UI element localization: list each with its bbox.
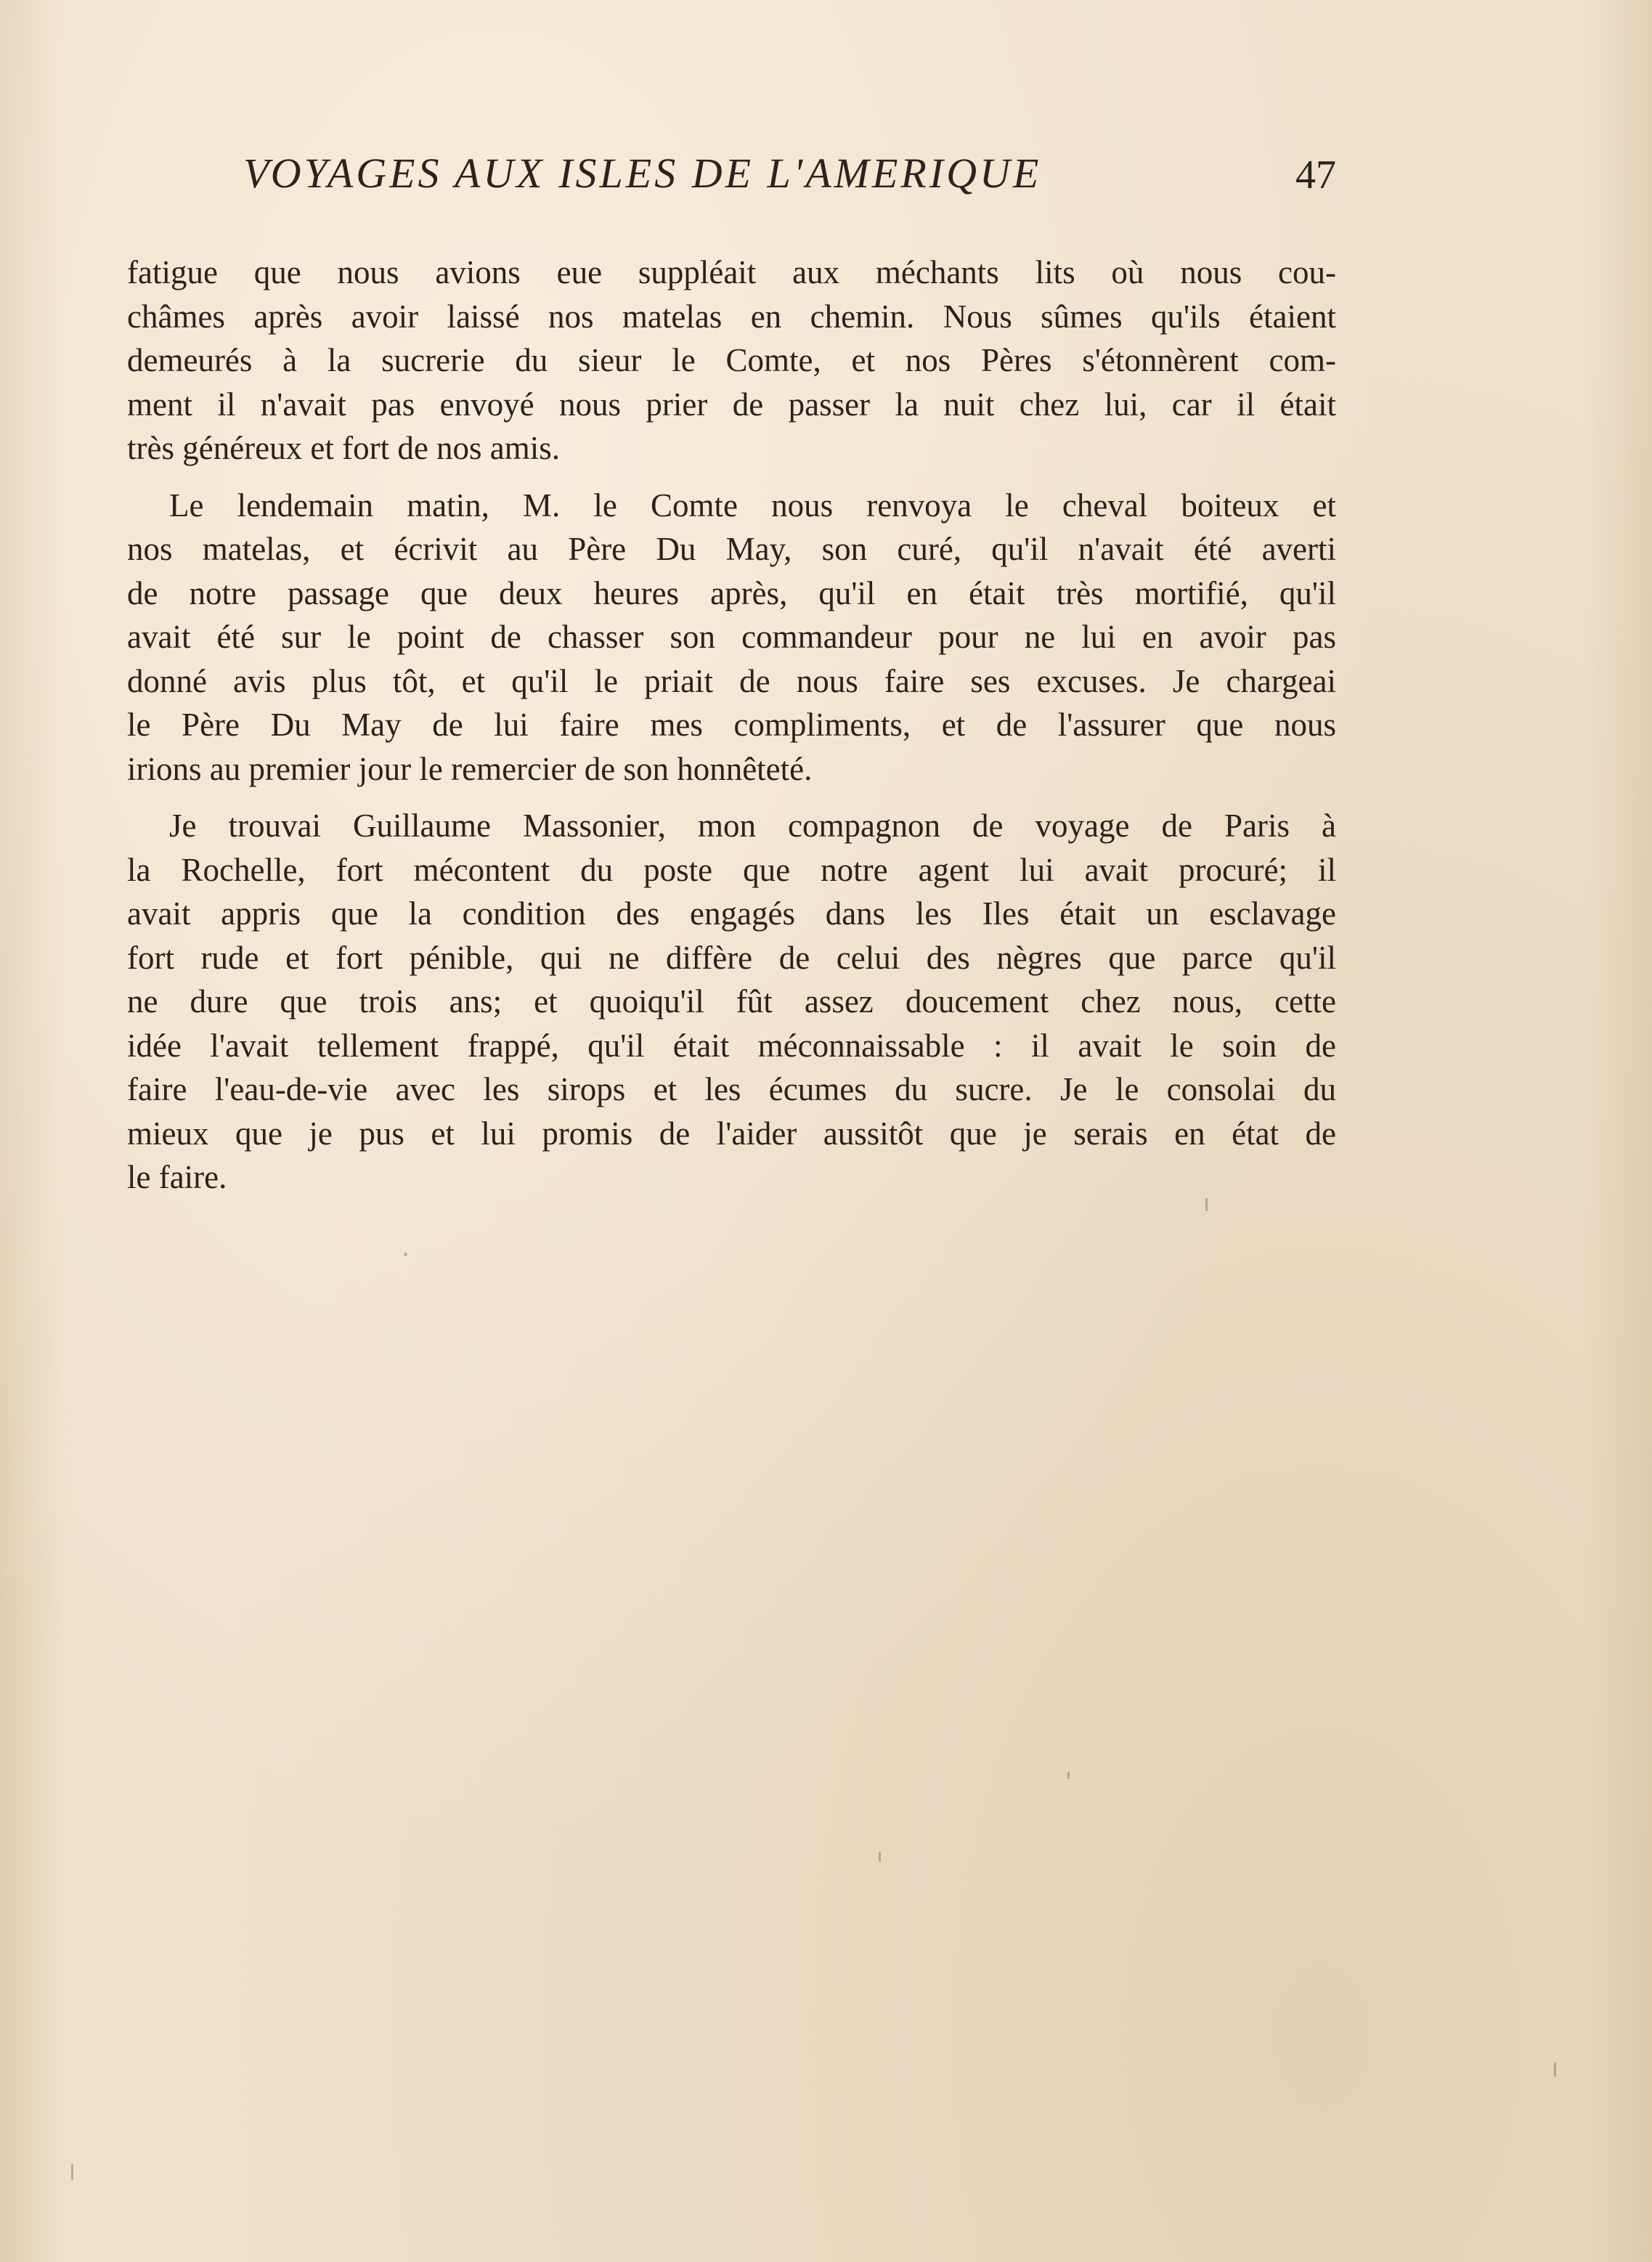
text-line: Je trouvai Guillaume Massonier, mon compagnon de voyage de Paris à: [169, 807, 1336, 844]
paper-speck: [1067, 1772, 1070, 1779]
text-line: avait appris que la condition des engagés dans les Iles était un esclavage: [127, 895, 1336, 932]
text-line: le Père Du May de lui faire mes compliments, et de l'assurer que nous: [127, 707, 1336, 743]
body-text: [127, 251, 1336, 1213]
text-line: Le lendemain matin, M. le Comte nous renvoya le cheval boiteux et: [169, 487, 1336, 524]
text-line: idée l'avait tellement frappé, qu'il était méconnaissable : il avait le soin de: [127, 1027, 1336, 1064]
running-head: [127, 149, 1336, 207]
text-line: ne dure que trois ans; et quoiqu'il fût assez doucement chez nous, cette: [127, 983, 1336, 1020]
paper-speck: [1554, 2062, 1556, 2077]
text-line: fort rude et fort pénible, qui ne diffère de celui des nègres que parce qu'il: [127, 939, 1336, 976]
page-number: 47: [1295, 152, 1336, 198]
text-line: avait été sur le point de chasser son commandeur pour ne lui en avoir pas: [127, 619, 1336, 655]
text-line: ment il n'avait pas envoyé nous prier de passer la nuit chez lui, car il était: [127, 386, 1336, 423]
text-line: très généreux et fort de nos amis.: [127, 430, 561, 466]
paper-speck: [404, 1253, 407, 1256]
text-line: la Rochelle, fort mécontent du poste que notre agent lui avait procuré; il: [127, 851, 1336, 888]
running-title: VOYAGES AUX ISLES DE L'AMERIQUE: [243, 150, 1042, 197]
text-line: fatigue que nous avions eue suppléait aux méchants lits où nous cou-: [127, 254, 1336, 290]
text-line: demeurés à la sucrerie du sieur le Comte, et nos Pères s'étonnèrent com-: [127, 342, 1336, 378]
paragraph-1: [127, 251, 1336, 471]
paragraph-2: [127, 484, 1336, 792]
text-line: donné avis plus tôt, et qu'il le priait de nous faire ses excuses. Je chargeai: [127, 662, 1336, 699]
text-line: châmes après avoir laissé nos matelas en chemin. Nous sûmes qu'ils étaient: [127, 298, 1336, 335]
paper-speck: [71, 2164, 73, 2180]
text-line: de notre passage que deux heures après, qu'il en était très mortifié, qu'il: [127, 574, 1336, 611]
paper-speck: [1205, 1198, 1208, 1211]
text-line: le faire.: [127, 1159, 227, 1195]
paper-speck: [879, 1852, 881, 1862]
text-line: irions au premier jour le remercier de son honnêteté.: [127, 750, 813, 787]
paragraph-3: [127, 804, 1336, 1200]
text-line: faire l'eau-de-vie avec les sirops et les écumes du sucre. Je le consolai du: [127, 1071, 1336, 1107]
text-line: nos matelas, et écrivit au Père Du May, son curé, qu'il n'avait été averti: [127, 531, 1336, 567]
text-line: mieux que je pus et lui promis de l'aider aussitôt que je serais en état de: [127, 1115, 1336, 1152]
